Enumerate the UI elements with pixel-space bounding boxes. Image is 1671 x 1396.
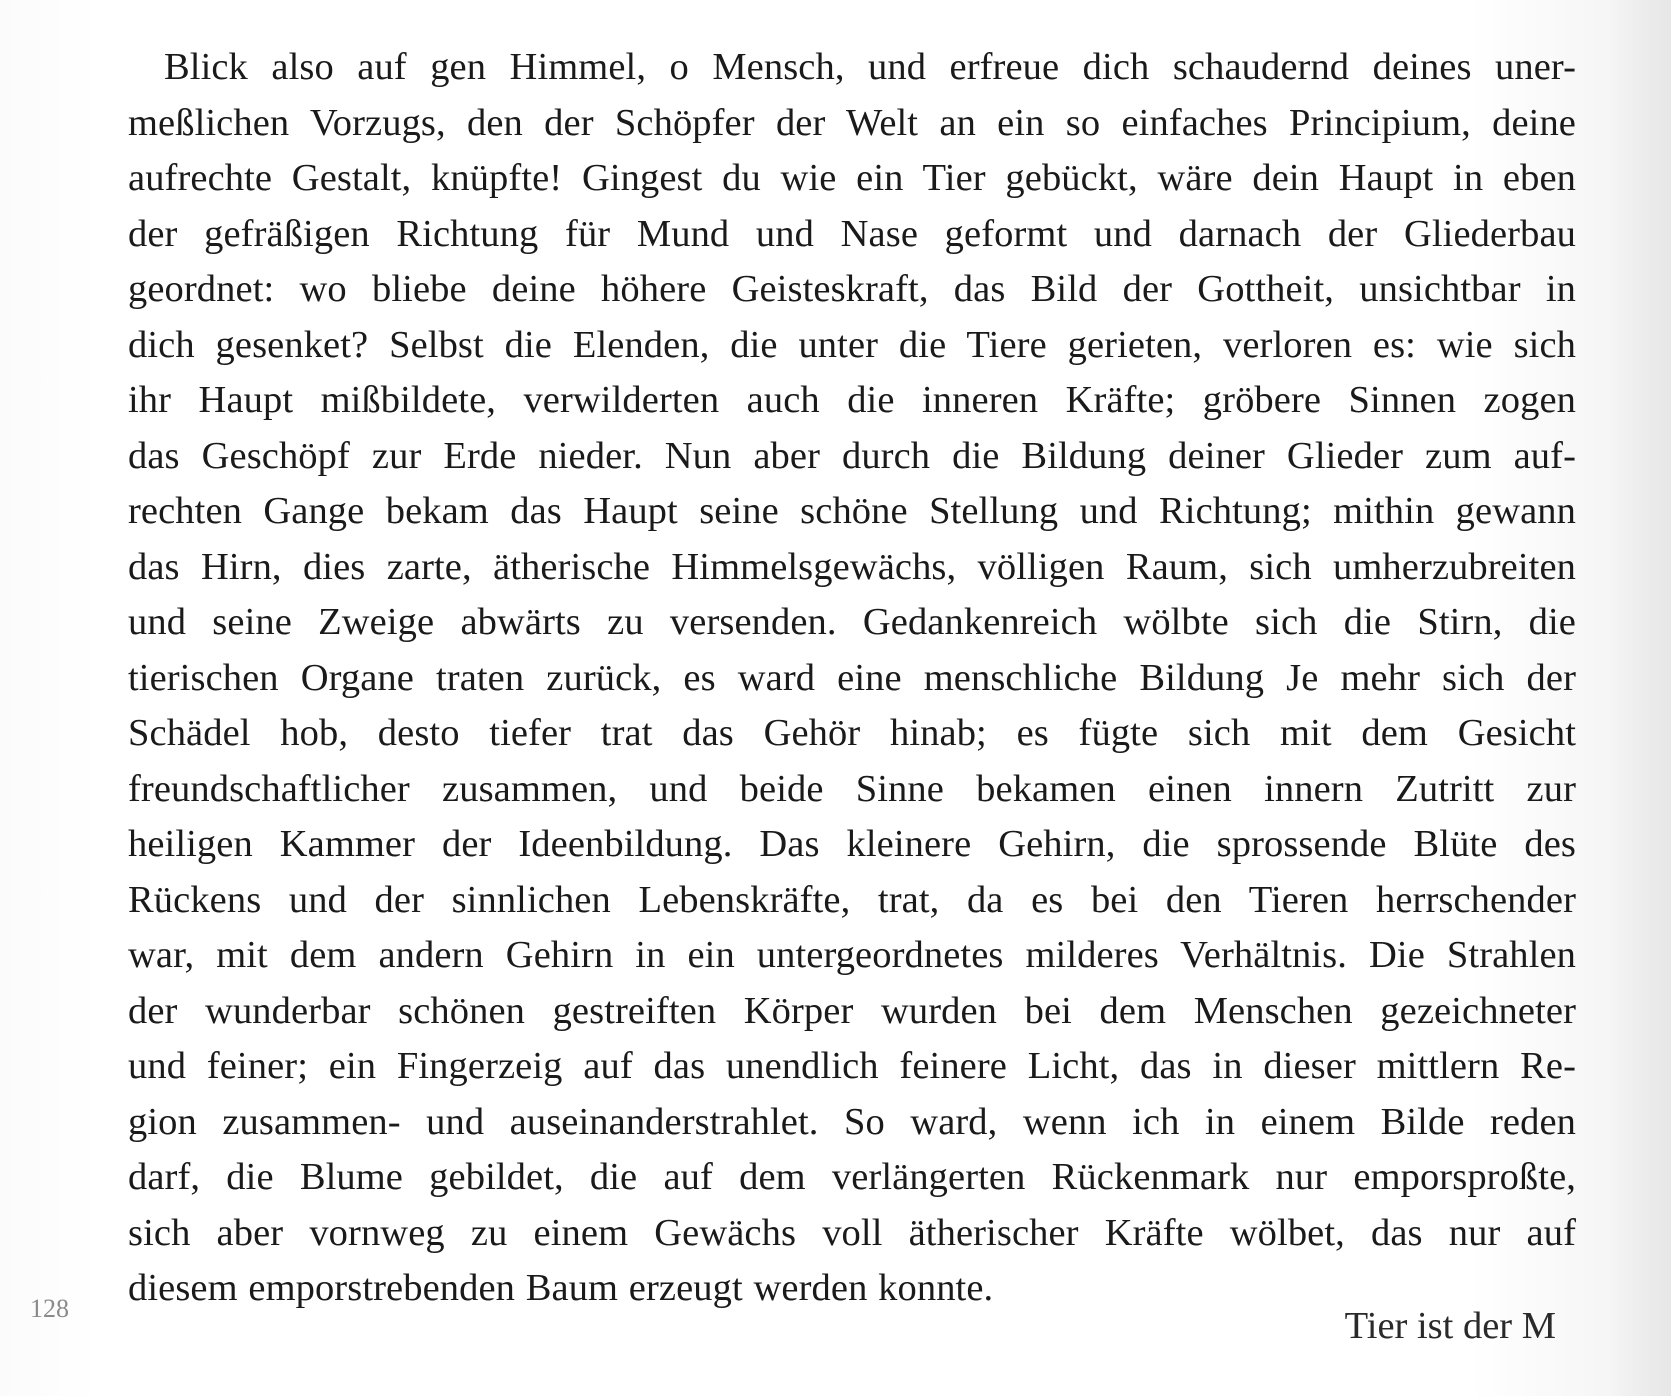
cut-off-next-line (128, 1305, 1576, 1347)
page-edge-shadow (1611, 0, 1671, 1396)
text-line: das Hirn, dies zarte, ätherische Himmelsgewächs, völligen Raum, sich umherzubreiten (128, 545, 1576, 588)
cut-off-text: Tier ist der M (1344, 1305, 1556, 1347)
text-line: war, mit dem andern Gehirn in ein untergeordnetes milderes Verhältnis. Die Strahlen (128, 934, 1576, 976)
text-line: sich aber vornweg zu einem Gewächs voll ätherischer Kräfte wölbet, das nur auf (128, 1211, 1576, 1254)
text-line: der gefräßigen Richtung für Mund und Nase geformt und darnach der Gliederbau (128, 212, 1576, 255)
text-line: diesem emporstrebenden Baum erzeugt werden konnte. (128, 1267, 994, 1309)
text-line: meßlichen Vorzugs, den der Schöpfer der Welt an ein so einfaches Principium, deine (128, 101, 1576, 144)
text-line: Rückens und der sinnlichen Lebenskräfte, trat, da es bei den Tieren herrschender (128, 878, 1576, 921)
body-paragraph (128, 40, 1576, 1317)
text-line: aufrechte Gestalt, knüpfte! Gingest du wie ein Tier gebückt, wäre dein Haupt in eben (128, 157, 1576, 199)
text-line: und seine Zweige abwärts zu versenden. Gedankenreich wölbte sich die Stirn, die (128, 601, 1576, 643)
text-line: und feiner; ein Fingerzeig auf das unendlich feinere Licht, das in dieser mittlern Re- (128, 1045, 1576, 1087)
text-line: rechten Gange bekam das Haupt seine schöne Stellung und Richtung; mithin gewann (128, 490, 1576, 532)
page-number: 128 (30, 1294, 69, 1323)
text-line: ihr Haupt mißbildete, verwilderten auch die inneren Kräfte; gröbere Sinnen zogen (128, 379, 1576, 421)
text-line: heiligen Kammer der Ideenbildung. Das kleinere Gehirn, die sprossende Blüte des (128, 823, 1576, 865)
text-line: geordnet: wo bliebe deine höhere Geisteskraft, das Bild der Gottheit, unsichtbar in (128, 268, 1576, 310)
text-line: Blick also auf gen Himmel, o Mensch, und erfreue dich schaudernd deines uner- (164, 46, 1576, 88)
text-line: dich gesenket? Selbst die Elenden, die unter die Tiere gerieten, verloren es: wie sich (128, 323, 1576, 366)
text-line: das Geschöpf zur Erde nieder. Nun aber durch die Bildung deiner Glieder zum auf- (128, 434, 1576, 477)
text-line: der wunderbar schönen gestreiften Körper wurden bei dem Menschen gezeichneter (128, 989, 1576, 1032)
text-line: tierischen Organe traten zurück, es ward eine menschliche Bildung Je mehr sich der (128, 656, 1576, 699)
text-line: Schädel hob, desto tiefer trat das Gehör hinab; es fügte sich mit dem Gesicht (128, 712, 1576, 754)
text-line: gion zusammen- und auseinanderstrahlet. So ward, wenn ich in einem Bilde reden (128, 1100, 1576, 1143)
text-line: darf, die Blume gebildet, die auf dem verlängerten Rückenmark nur emporsproßte, (128, 1156, 1576, 1198)
text-line: freundschaftlicher zusammen, und beide Sinne bekamen einen innern Zutritt zur (128, 767, 1576, 810)
